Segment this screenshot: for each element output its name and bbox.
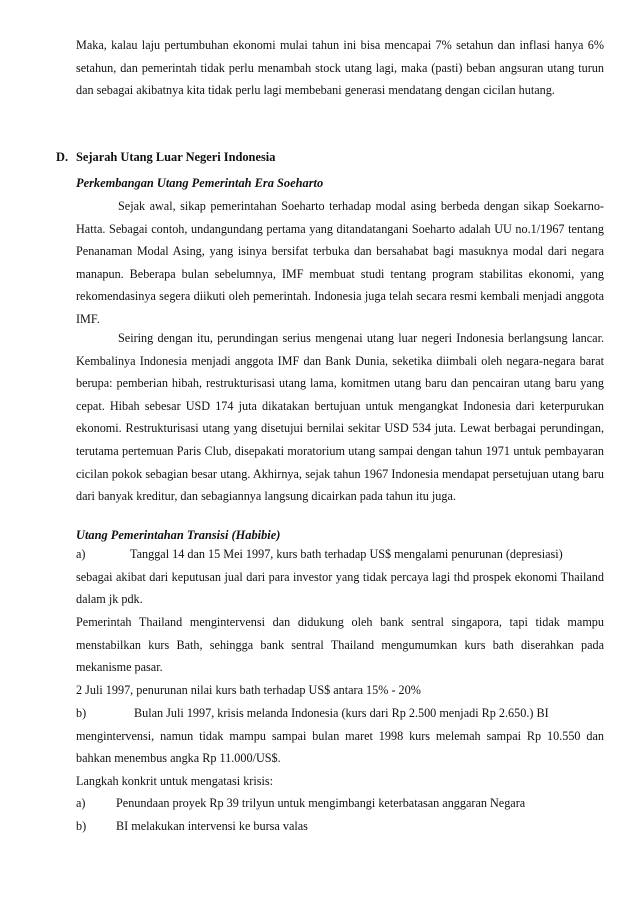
- subsection-title-habibie: Utang Pemerintahan Transisi (Habibie): [76, 528, 281, 542]
- intro-paragraph: Maka, kalau laju pertumbuhan ekonomi mulai tahun ini bisa mencapai 7% setahun dan inflasi hanya 6% setahun, dan pemerintah tidak perlu menambah stock utang lagi, maka (pasti) beban angsuran utang turun dan sebagai akibatnya kita tidak perlu lagi membebani generasi mendatang dengan cicilan hutang.: [76, 38, 604, 98]
- list-item-first-line: Bulan Juli 1997, krisis melanda Indonesia (kurs dari Rp 2.500 menjadi Rp 2.650.) BI: [134, 706, 549, 720]
- soeharto-paragraph-1: Sejak awal, sikap pemerintahan Soeharto terhadap modal asing berbeda dengan sikap Soekarno-Hatta. Sebagai contoh, undangundang pertama yang ditandatangani Soeharto adalah UU no.1/1967 tentang Penanaman Modal Asing, yang isinya bersifat terbuka dan bersahabat bagi masuknya modal dari negara manapun. Beberapa bulan sebelumnya, IMF membuat studi tentang program stabilitas ekonomi, yang rekomendasinya segera diikuti oleh pemerintah. Indonesia juga telah secara resmi kembali menjadi anggota IMF.: [76, 199, 604, 326]
- step-text: BI melakukan intervensi ke bursa valas: [116, 819, 308, 833]
- section-title: Sejarah Utang Luar Negeri Indonesia: [76, 150, 276, 164]
- list-item-label: a): [76, 547, 86, 561]
- july-line: 2 Juli 1997, penurunan nilai kurs bath terhadap US$ antara 15% - 20%: [76, 683, 421, 697]
- list-item-continuation: mengintervensi, namun tidak mampu sampai bulan maret 1998 kurs melemah sampai Rp 10.550 dan bahkan menembus angka Rp 11.000/US$.: [76, 728, 604, 766]
- section-heading: [56, 150, 275, 165]
- steps-intro: Langkah konkrit untuk mengatasi krisis:: [76, 774, 273, 788]
- step-item: [76, 815, 604, 838]
- step-item: [76, 792, 604, 815]
- step-text: Penundaan proyek Rp 39 trilyun untuk mengimbangi keterbatasan anggaran Negara: [116, 796, 526, 810]
- section-letter: D.: [56, 150, 69, 164]
- step-label: a): [76, 796, 86, 810]
- thailand-paragraph: Pemerintah Thailand mengintervensi dan didukung oleh bank sentral singapora, tapi tidak mampu menstabilkan kurs Bath, sehingga bank sentral Thailand mengumumkan kurs bath diserahkan pada mekanisme pasar.: [76, 615, 604, 675]
- list-item-first-line: Tanggal 14 dan 15 Mei 1997, kurs bath terhadap US$ mengalami penurunan (depresiasi): [130, 547, 563, 561]
- subsection-title-soeharto: Perkembangan Utang Pemerintah Era Soeharto: [76, 176, 324, 190]
- list-item-continuation: sebagai akibat dari keputusan jual dari para investor yang tidak percaya lagi thd prospek ekonomi Thailand dalam jk pdk.: [76, 569, 604, 607]
- step-label: b): [76, 819, 87, 833]
- soeharto-paragraph-2: Seiring dengan itu, perundingan serius mengenai utang luar negeri Indonesia berlangsung lancar. Kembalinya Indonesia menjadi anggota IMF dan Bank Dunia, seketika diimbali oleh negara-negara barat berupa: pemberian hibah, restrukturisasi utang lama, komitmen utang baru dan pencairan utang baru yang cepat. Hibah sebesar USD 174 juta dikatakan bertujuan untuk mengangkat Indonesia dari keterpurukan ekonomi. Restrukturisasi utang yang disetujui bernilai sekitar USD 534 juta. Lewat berbagai perundingan, terutama pertemuan Paris Club, disepakati moratorium utang sampai dengan tahun 1971 untuk pembayaran cicilan pokok sebagian besar utang. Akhirnya, sejak tahun 1967 Indonesia mendapat persetujuan utang baru dari banyak kreditur, dan sebagiannya langsung dicairkan pada tahun itu juga.: [76, 331, 604, 504]
- list-item-label: b): [76, 706, 87, 720]
- list-item-b: [76, 702, 604, 770]
- list-item-a: [76, 543, 604, 611]
